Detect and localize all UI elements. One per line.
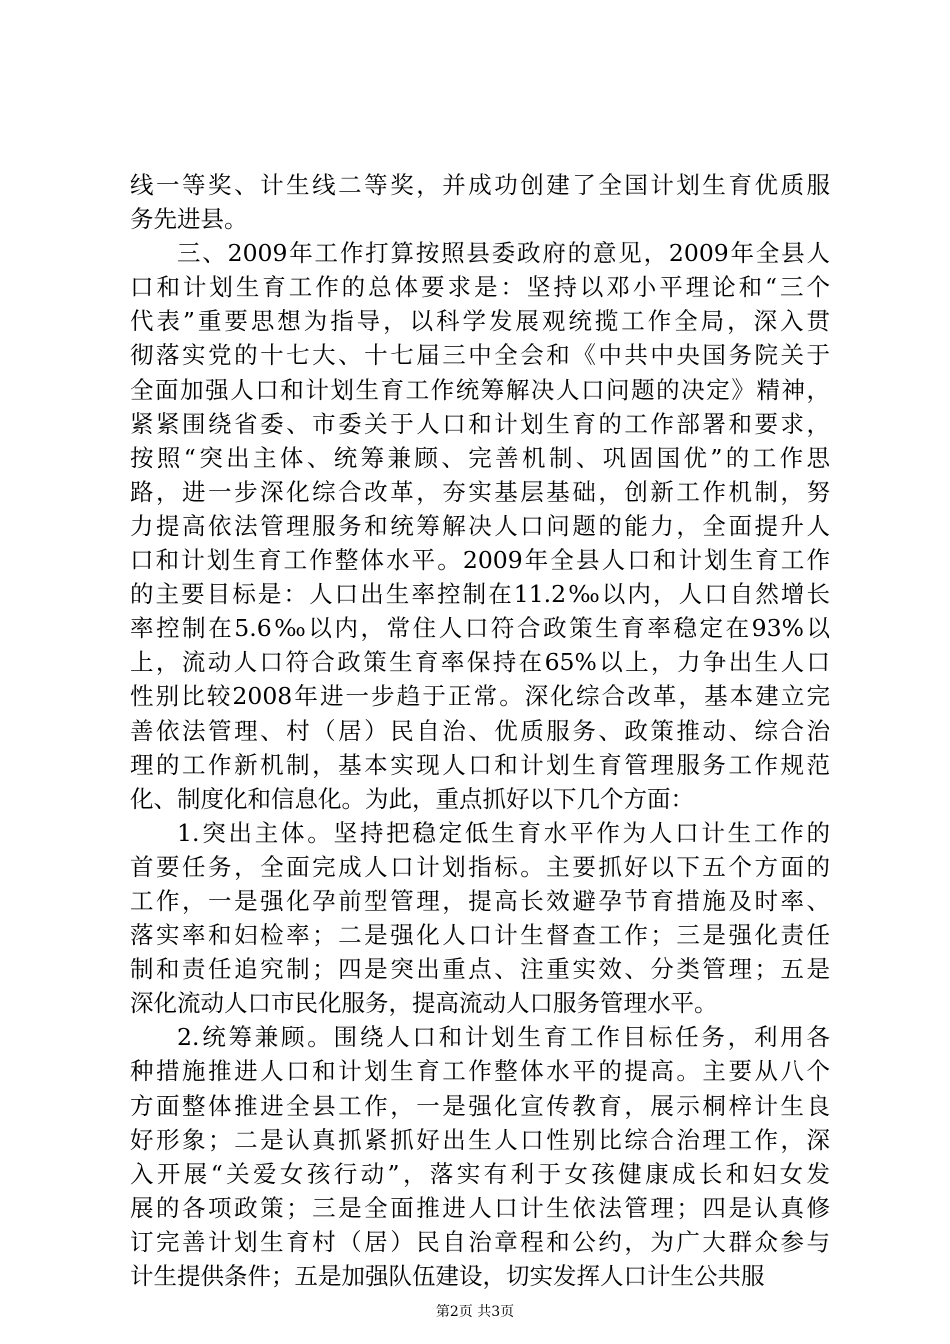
- text-line: 上，流动人口符合政策生育率保持在65%以上，力争出生人口: [130, 648, 830, 677]
- text-line: 计生提供条件；五是加强队伍建设，切实发挥人口计生公共服: [130, 1262, 765, 1290]
- text-line: 落实率和妇检率；二是强化人口计生督查工作；三是强化责任: [130, 921, 830, 950]
- text-line: 口和计划生育工作整体水平。2009年全县人口和计划生育工作: [130, 546, 830, 575]
- text-line: 的主要目标是：人口出生率控制在11.2‰以内，人口自然增长: [130, 580, 830, 609]
- text-line: 展的各项政策；三是全面推进人口计生依法管理；四是认真修: [130, 1193, 830, 1222]
- text-line: 好形象；二是认真抓紧抓好出生人口性别比综合治理工作，深: [130, 1125, 830, 1154]
- text-line: 深化流动人口市民化服务，提高流动人口服务管理水平。: [130, 989, 718, 1018]
- text-line: 按照“突出主体、统筹兼顾、完善机制、巩固国优”的工作思: [130, 443, 830, 472]
- text-line: 1.突出主体。坚持把稳定低生育水平作为人口计生工作的: [177, 818, 830, 847]
- text-line: 订完善计划生育村（居）民自治章程和公约，为广大群众参与: [130, 1227, 830, 1256]
- text-line: 率控制在5.6‰以内，常住人口符合政策生育率稳定在93%以: [130, 614, 830, 643]
- text-line: 全面加强人口和计划生育工作统筹解决人口问题的决定》精神，: [130, 375, 830, 404]
- text-line: 力提高依法管理服务和统筹解决人口问题的能力，全面提升人: [130, 511, 830, 540]
- text-line: 彻落实党的十七大、十七届三中全会和《中共中央国务院关于: [130, 341, 830, 370]
- text-line: 理的工作新机制，基本实现人口和计划生育管理服务工作规范: [130, 750, 830, 779]
- text-line: 入开展“关爱女孩行动”，落实有利于女孩健康成长和妇女发: [130, 1159, 830, 1188]
- text-line: 三、2009年工作打算按照县委政府的意见，2009年全县人: [177, 239, 830, 268]
- text-line: 首要任务，全面完成人口计划指标。主要抓好以下五个方面的: [130, 852, 830, 881]
- document-body: [130, 168, 830, 1293]
- text-line: 2.统筹兼顾。围绕人口和计划生育工作目标任务，利用各: [177, 1023, 830, 1052]
- paragraph-item-2: [130, 1020, 830, 1293]
- text-line: 善依法管理、村（居）民自治、优质服务、政策推动、综合治: [130, 716, 830, 745]
- text-line: 方面整体推进全县工作，一是强化宣传教育，展示桐梓计生良: [130, 1091, 830, 1120]
- text-line: 线一等奖、计生线二等奖，并成功创建了全国计划生育优质服: [130, 171, 830, 199]
- text-line: 制和责任追究制；四是突出重点、注重实效、分类管理；五是: [130, 955, 830, 984]
- text-line: 代表”重要思想为指导，以科学发展观统揽工作全局，深入贯: [130, 307, 830, 336]
- paragraph-section-3: [130, 236, 830, 816]
- text-line: 务先进县。: [130, 205, 248, 234]
- text-line: 种措施推进人口和计划生育工作整体水平的提高。主要从八个: [130, 1057, 830, 1086]
- text-line: 紧紧围绕省委、市委关于人口和计划生育的工作部署和要求，: [130, 409, 830, 438]
- text-line: 性别比较2008年进一步趋于正常。深化综合改革，基本建立完: [130, 682, 830, 711]
- text-line: 化、制度化和信息化。为此，重点抓好以下几个方面：: [130, 784, 694, 813]
- page-number: 第2页 共3页: [435, 1304, 515, 1320]
- paragraph-item-1: [130, 816, 830, 1021]
- page-footer: [0, 1302, 950, 1322]
- text-line: 工作，一是强化孕前型管理，提高长效避孕节育措施及时率、: [130, 886, 830, 915]
- paragraph-continuation: [130, 168, 830, 236]
- text-line: 口和计划生育工作的总体要求是：坚持以邓小平理论和“三个: [130, 273, 830, 302]
- text-line: 路，进一步深化综合改革，夯实基层基础，创新工作机制，努: [130, 477, 830, 506]
